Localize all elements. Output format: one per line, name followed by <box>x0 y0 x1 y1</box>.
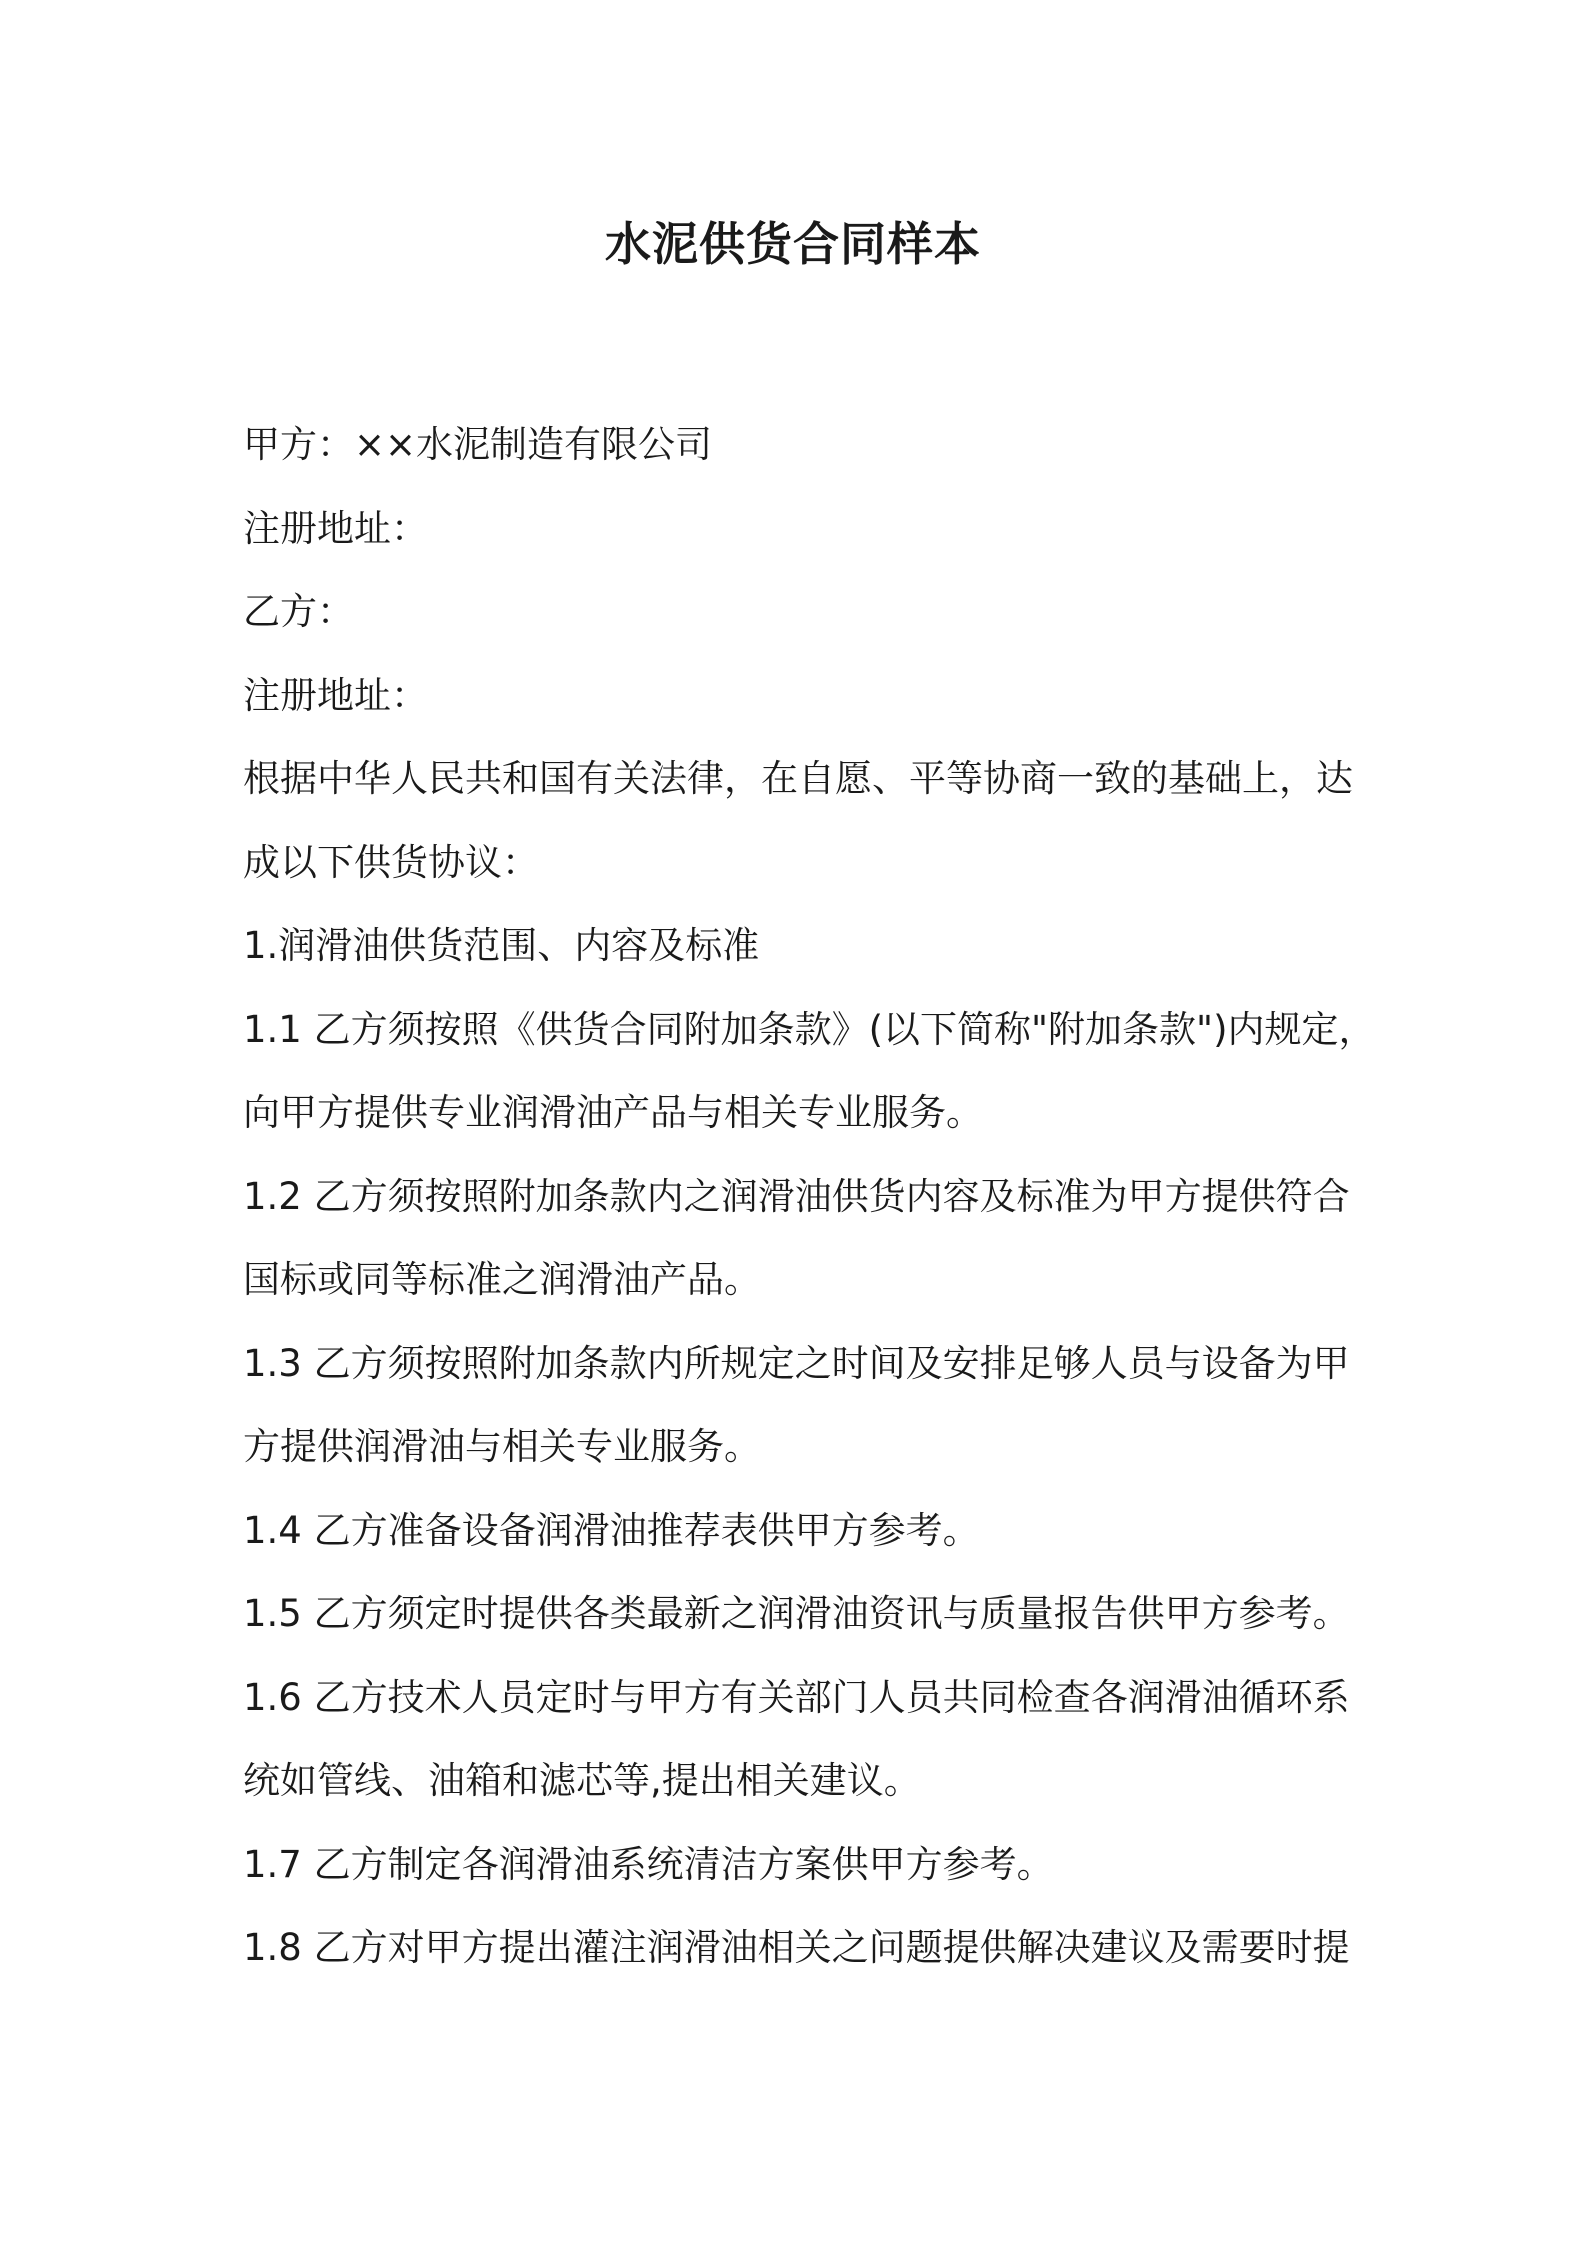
clause-line: 方提供润滑油与相关专业服务。 <box>243 1425 761 1468</box>
clause-line: 统如管线、油箱和滤芯等,提出相关建议。 <box>243 1759 921 1802</box>
document-body <box>243 403 1376 1990</box>
clause-line: 向甲方提供专业润滑油产品与相关专业服务。 <box>243 1091 983 1134</box>
clause-line: 1.8 乙方对甲方提出灌注润滑油相关之问题提供解决建议及需要时提 <box>243 1926 1350 1969</box>
section-heading: 1.润滑油供货范围、内容及标准 <box>243 924 760 967</box>
clause-line: 1.5 乙方须定时提供各类最新之润滑油资讯与质量报告供甲方参考。 <box>243 1592 1350 1635</box>
clause-line: 1.6 乙方技术人员定时与甲方有关部门人员共同检查各润滑油循环系 <box>243 1675 1350 1719</box>
clause-line: 1.4 乙方准备设备润滑油推荐表供甲方参考。 <box>243 1508 980 1552</box>
party-a-address-line: 注册地址： <box>243 506 428 550</box>
party-a-line: 甲方：××水泥制造有限公司 <box>243 423 713 466</box>
document-title: 水泥供货合同样本 <box>605 217 981 271</box>
party-b-address-line: 注册地址： <box>243 673 428 717</box>
preamble-line: 成以下供货协议： <box>243 840 539 884</box>
clause-line: 国标或同等标准之润滑油产品。 <box>243 1258 761 1301</box>
clause-line: 1.3 乙方须按照附加条款内所规定之时间及安排足够人员与设备为甲 <box>243 1341 1350 1385</box>
clause-line: 1.7 乙方制定各润滑油系统清洁方案供甲方参考。 <box>243 1842 1054 1886</box>
clause-line: 1.1 乙方须按照《供货合同附加条款》(以下简称"附加条款")内规定， <box>243 1007 1376 1051</box>
party-b-line: 乙方： <box>243 590 354 633</box>
clause-line: 1.2 乙方须按照附加条款内之润滑油供货内容及标准为甲方提供符合 <box>243 1174 1350 1218</box>
preamble-line: 根据中华人民共和国有关法律，在自愿、平等协商一致的基础上，达 <box>243 757 1353 800</box>
